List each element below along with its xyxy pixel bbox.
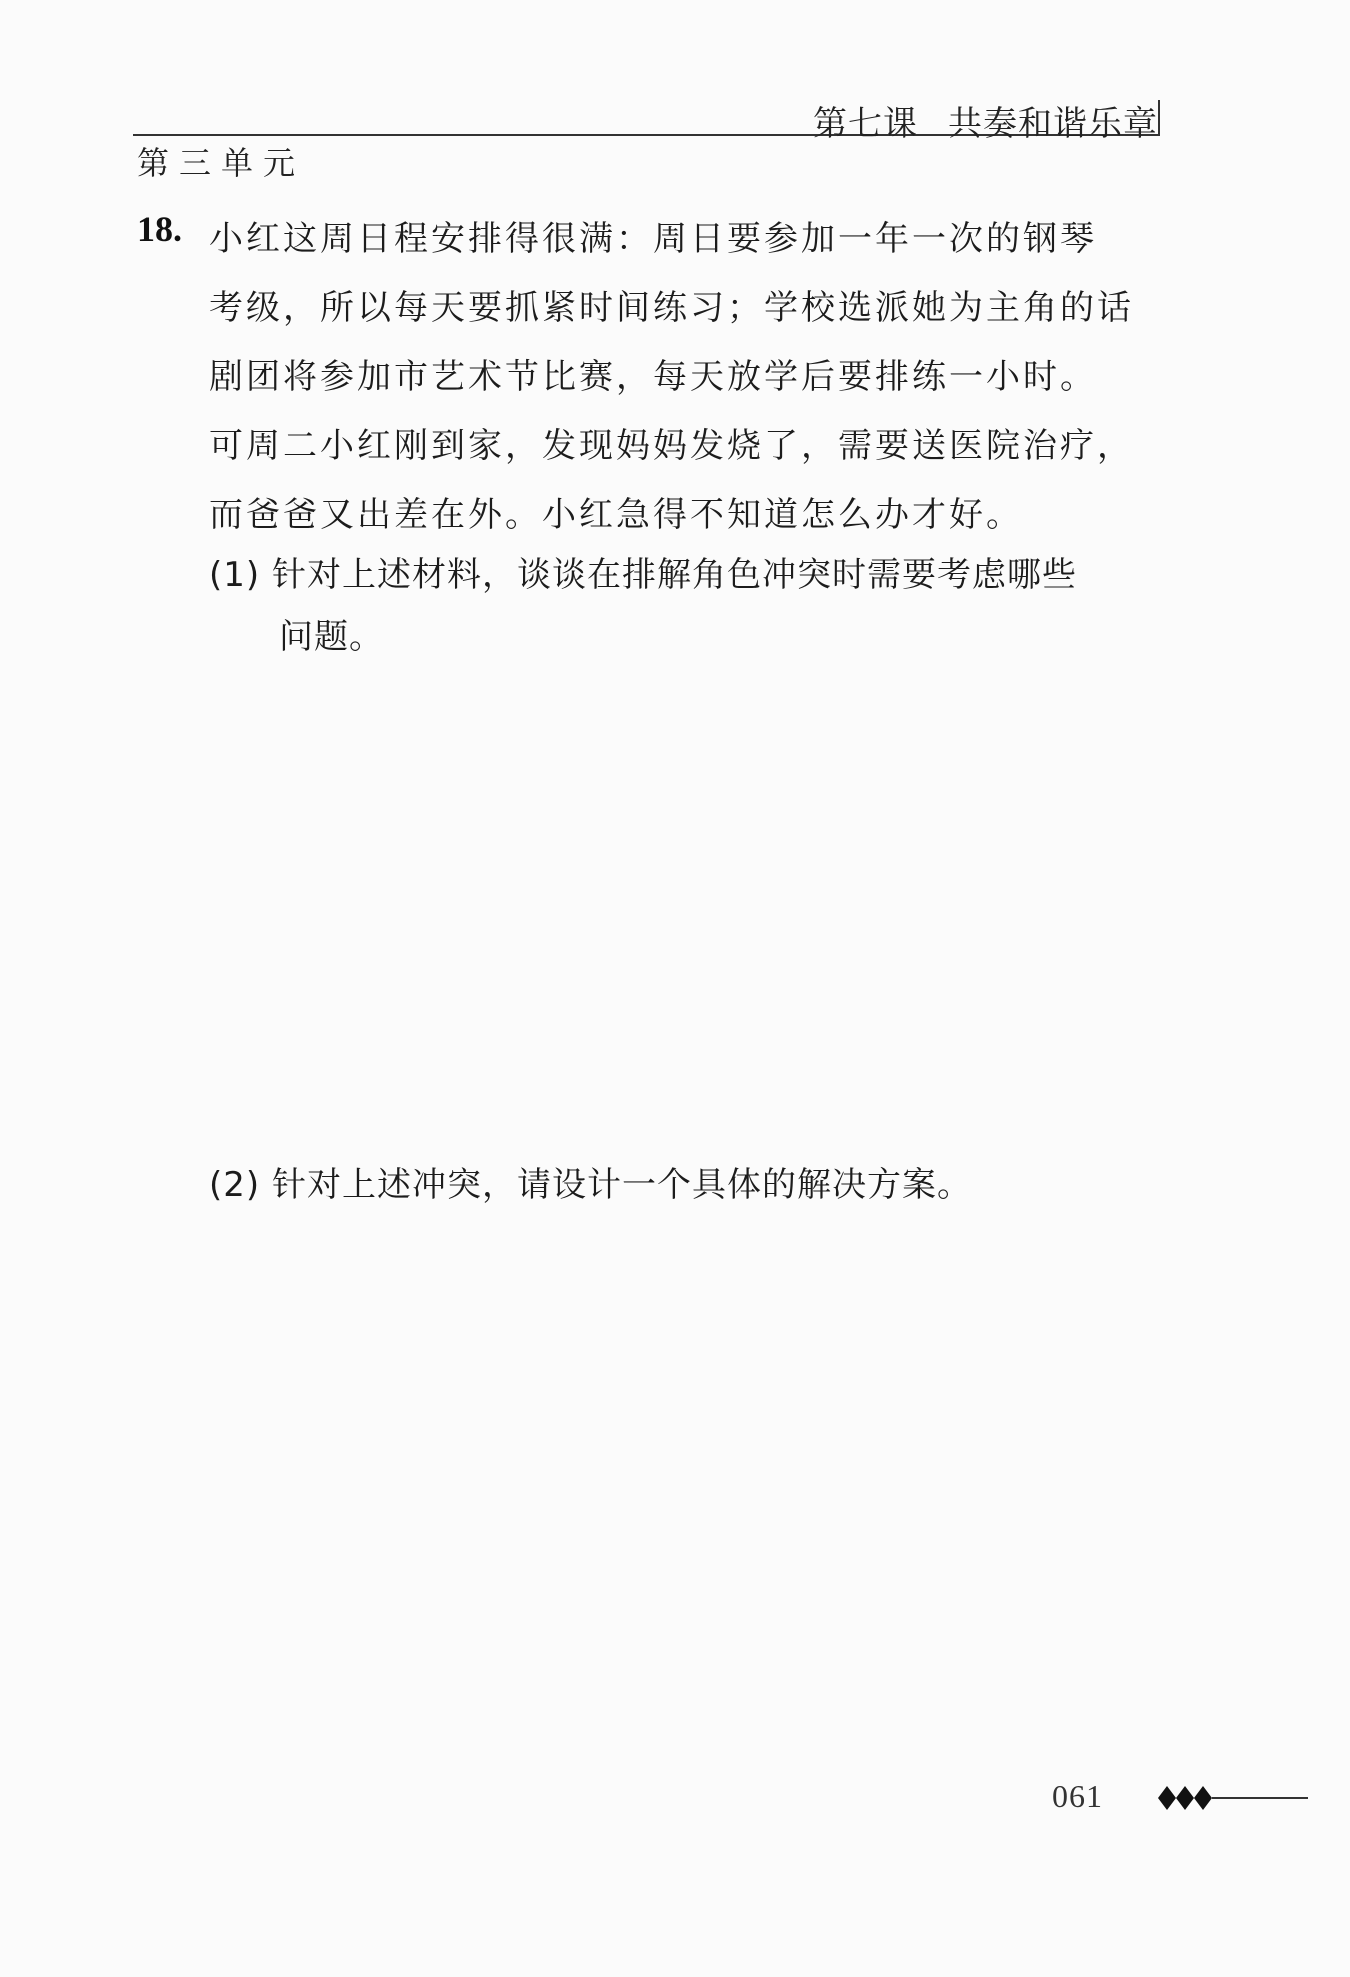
diamond-ornament-icon <box>1158 1784 1214 1812</box>
sub-question-2-line1: (2) 针对上述冲突，请设计一个具体的解决方案。 <box>209 1165 972 1205</box>
question-line: 可周二小红刚到家，发现妈妈发烧了，需要送医院治疗， <box>209 426 1134 466</box>
lesson-title <box>813 96 1158 145</box>
lesson-name: 共奏和谐乐章 <box>948 104 1158 144</box>
question-line: 小红这周日程安排得很满：周日要参加一年一次的钢琴 <box>209 219 1097 259</box>
sub-question-2 <box>209 1154 972 1216</box>
question-line: 考级，所以每天要抓紧时间练习；学校选派她为主角的话 <box>209 288 1134 328</box>
page-number: 061 <box>1052 1778 1103 1814</box>
sub-question-1 <box>209 544 1077 668</box>
unit-label: 第三单元 <box>137 144 306 182</box>
sub-question-1-line2: 问题。 <box>279 617 384 657</box>
lesson-number: 第七课 <box>813 104 918 144</box>
lesson-title-bar <box>1158 100 1160 136</box>
question-body <box>209 205 1169 550</box>
sub-question-1-line1: (1) 针对上述材料，谈谈在排解角色冲突时需要考虑哪些 <box>209 555 1077 595</box>
question-line: 剧团将参加市艺术节比赛，每天放学后要排练一小时。 <box>209 357 1097 397</box>
footer-rule <box>1212 1797 1308 1799</box>
question-line: 而爸爸又出差在外。小红急得不知道怎么办才好。 <box>209 495 1023 535</box>
question-number: 18. <box>137 209 182 249</box>
